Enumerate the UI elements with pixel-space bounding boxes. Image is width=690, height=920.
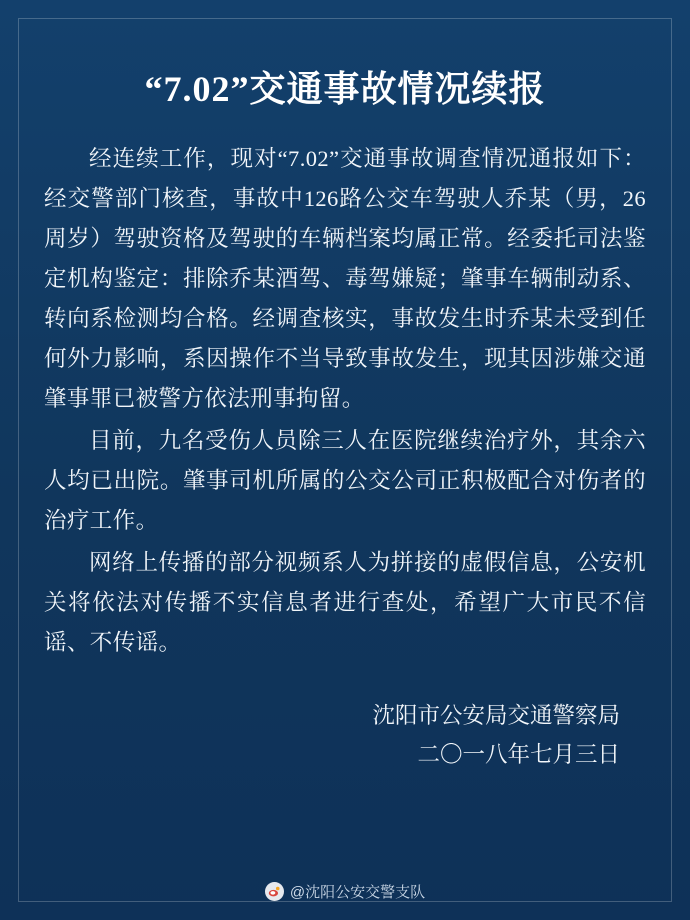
notice-body (44, 139, 646, 664)
paragraph: 目前，九名受伤人员除三人在医院继续治疗外，其余六人均已出院。肇事司机所属的公交公司正积极配合对伤者的治疗工作。 (44, 428, 646, 534)
page-title: “7.02”交通事故情况续报 (144, 69, 546, 109)
footer (0, 872, 690, 910)
signature-organization: 沈阳市公安局交通警察局 (372, 703, 620, 729)
paragraph: 网络上传播的部分视频系人为拼接的虚假信息，公安机关将依法对传播不实信息者进行查处，希望广大市民不信谣、不传谣。 (44, 550, 646, 656)
signature-date: 二〇一八年七月三日 (417, 742, 620, 768)
weibo-icon (265, 882, 284, 901)
weibo-account-name: @沈阳公安交警支队 (289, 883, 426, 901)
signature-block (44, 697, 646, 774)
weibo-account-badge[interactable] (265, 881, 425, 902)
paragraph: 经连续工作，现对“7.02”交通事故调查情况通报如下：经交警部门核查，事故中126路公交车驾驶人乔某（男，26周岁）驾驶资格及驾驶的车辆档案均属正常。经委托司法鉴定机构鉴定：排除乔某酒驾、毒驾嫌疑；肇事车辆制动系、转向系检测均合格。经调查核实，事故发生时乔某未受到任何外力影响，系因操作不当导致事故发生，现其因涉嫌交通肇事罪已被警方依法刑事拘留。 (44, 145, 646, 412)
